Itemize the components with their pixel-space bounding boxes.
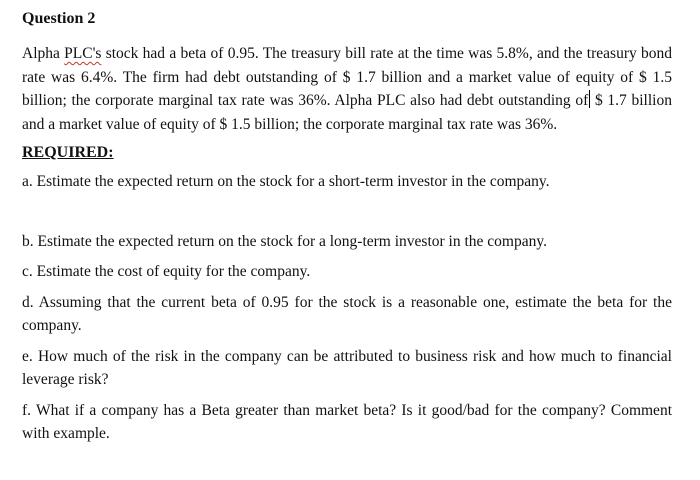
question-title: Question 2 [22,10,96,27]
question-part-b: b. Estimate the expected return on the stock for a long-term investor in the company. [22,232,547,250]
document-page [22,8,672,446]
intro-text-middle: stock had a beta of 0.95. The treasury bill rate at the time was 5.8%, and the treasury bond rate was 6.4%. The firm had debt outstanding of $ 1.7 billion and a market value of equity of $ 1.5 billion; the corporate marginal tax rate was 36%. Alpha PLC also had debt outstanding of [22,45,672,109]
spellcheck-word: PLC's [64,45,102,62]
intro-text-start: Alpha [22,45,65,62]
question-intro [22,42,672,136]
question-part-e: e. How much of the risk in the company can be attributed to business risk and how much to financial leverage risk? [22,347,672,388]
intro-text-end: $ 1.7 billion and a market value of equity of $ 1.5 billion; the corporate marginal tax rate was 36%. [22,92,672,133]
question-part-a: a. Estimate the expected return on the stock for a short-term investor in the company. [22,173,550,190]
question-part-c: c. Estimate the cost of equity for the company. [22,263,311,280]
question-part-d: d. Assuming that the current beta of 0.95 for the stock is a reasonable one, estimate the beta for the company. [22,293,672,334]
required-heading: REQUIRED: [22,144,114,161]
question-part-f: f. What if a company has a Beta greater than market beta? Is it good/bad for the company? Comment with example. [22,401,672,442]
